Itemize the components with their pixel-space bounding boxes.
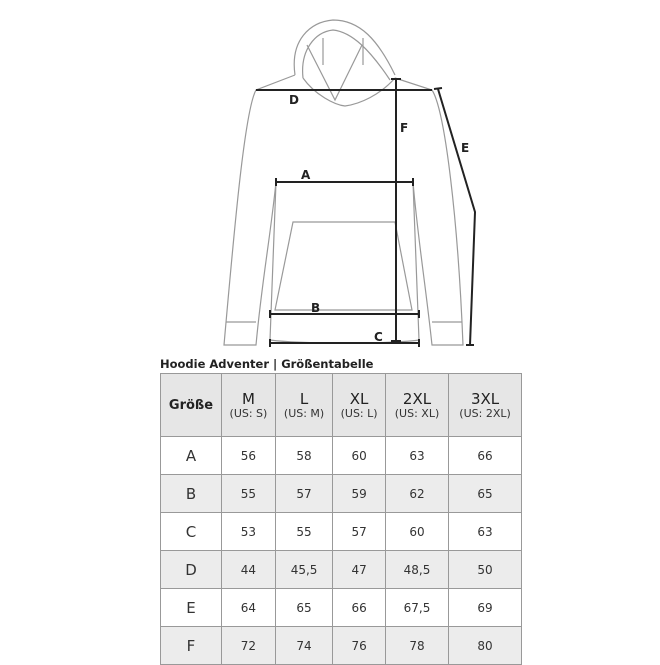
label-e: E bbox=[461, 141, 470, 155]
table-row bbox=[161, 627, 522, 665]
size-header bbox=[449, 374, 522, 437]
size-label: L bbox=[299, 389, 309, 408]
us-size-label: (US: S) bbox=[229, 406, 268, 420]
table-cell: 58 bbox=[275, 437, 332, 475]
label-a: A bbox=[301, 168, 311, 182]
table-cell: 44 bbox=[222, 551, 276, 589]
us-size-label: (US: XL) bbox=[394, 406, 440, 420]
size-header bbox=[333, 374, 386, 437]
table-row bbox=[161, 475, 522, 513]
table-row bbox=[161, 437, 522, 475]
table-cell: 74 bbox=[275, 627, 332, 665]
row-label: C bbox=[161, 513, 222, 551]
us-size-label: (US: L) bbox=[340, 406, 378, 420]
row-label: B bbox=[161, 475, 222, 513]
label-f: F bbox=[400, 121, 409, 135]
table-cell: 60 bbox=[333, 437, 386, 475]
table-cell: 62 bbox=[385, 475, 448, 513]
table-cell: 59 bbox=[333, 475, 386, 513]
table-cell: 48,5 bbox=[385, 551, 448, 589]
table-cell: 45,5 bbox=[275, 551, 332, 589]
table-cell: 65 bbox=[449, 475, 522, 513]
table-cell: 60 bbox=[385, 513, 448, 551]
row-label: A bbox=[161, 437, 222, 475]
table-cell: 63 bbox=[385, 437, 448, 475]
size-chart-title: Hoodie Adventer | Größentabelle bbox=[160, 357, 374, 371]
table-cell: 65 bbox=[275, 589, 332, 627]
us-size-label: (US: M) bbox=[283, 406, 325, 420]
table-cell: 56 bbox=[222, 437, 276, 475]
table-header-row bbox=[161, 374, 522, 437]
row-label: D bbox=[161, 551, 222, 589]
table-cell: 50 bbox=[449, 551, 522, 589]
table-cell: 67,5 bbox=[385, 589, 448, 627]
row-label: E bbox=[161, 589, 222, 627]
size-label: XL bbox=[349, 389, 369, 408]
table-cell: 53 bbox=[222, 513, 276, 551]
size-header bbox=[385, 374, 448, 437]
table-cell: 47 bbox=[333, 551, 386, 589]
table-row bbox=[161, 513, 522, 551]
size-header bbox=[275, 374, 332, 437]
measure-lines bbox=[256, 79, 475, 347]
table-cell: 57 bbox=[333, 513, 386, 551]
table-cell: 66 bbox=[449, 437, 522, 475]
table-cell: 66 bbox=[333, 589, 386, 627]
size-label: 3XL bbox=[470, 389, 500, 408]
label-b: B bbox=[311, 301, 321, 315]
table-cell: 69 bbox=[449, 589, 522, 627]
table-row bbox=[161, 551, 522, 589]
table-cell: 80 bbox=[449, 627, 522, 665]
size-label: 2XL bbox=[402, 389, 432, 408]
size-header bbox=[222, 374, 276, 437]
table-cell: 55 bbox=[275, 513, 332, 551]
size-label: M bbox=[241, 389, 255, 408]
table-cell: 55 bbox=[222, 475, 276, 513]
table-cell: 76 bbox=[333, 627, 386, 665]
table-row bbox=[161, 589, 522, 627]
row-label: F bbox=[161, 627, 222, 665]
table-cell: 72 bbox=[222, 627, 276, 665]
table-cell: 57 bbox=[275, 475, 332, 513]
table-cell: 78 bbox=[385, 627, 448, 665]
label-c: C bbox=[374, 330, 383, 344]
corner-header: Größe bbox=[161, 374, 222, 437]
size-table bbox=[160, 373, 522, 665]
us-size-label: (US: 2XL) bbox=[459, 406, 511, 420]
table-cell: 64 bbox=[222, 589, 276, 627]
label-d: D bbox=[289, 93, 299, 107]
table-cell: 63 bbox=[449, 513, 522, 551]
